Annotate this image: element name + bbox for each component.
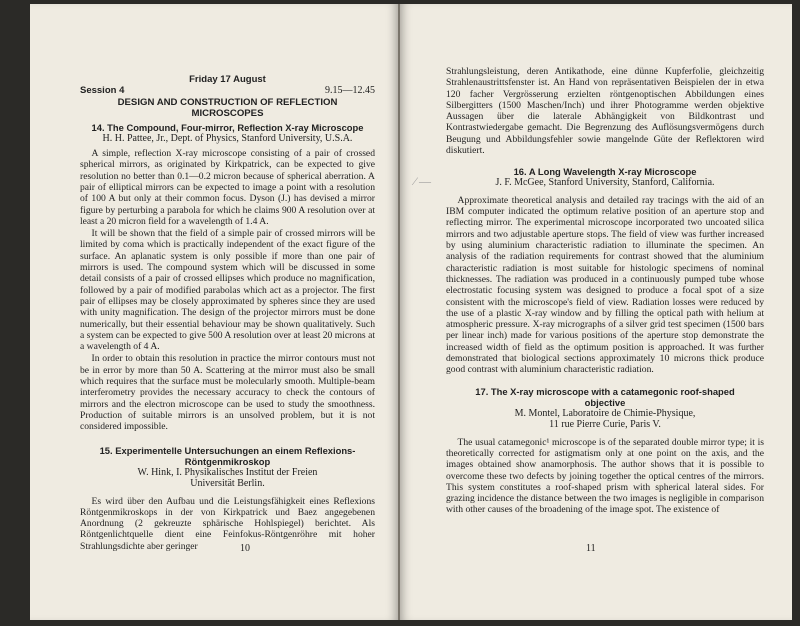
paper-15-author-line-1: W. Hink, I. Physikalisches Institut der Freien: [137, 466, 318, 478]
paper-16-paragraph-1: Approximate theoretical analysis and detailed ray tracings with the aid of an IBM computer indicated the optimum relative position of an aperture stop and reflecting mirror. The experimental microscope incorporated two uncoated silica mirrors and two adjustable aperture stops. The field of view was further increased by using aluminium characteristic radiation to illuminate the specimen. An analysis of the radiation requirements for contrast showed that the aluminium characteristic radiation is most suitable for histologic specimens of nominal thicknesses. The radiation was produced in a continuously pumped tube whose electrostatic focusing system was designed to produce a focal spot of a size consistent with the microscope's field of view. Radiation losses were reduced by the use of a plastic X-ray window and by filling the optical path with helium at atmospheric pressure. X-ray micrographs of a silver grid test specimen (1500 bars per linear inch) made for various positions of the aperture stop demonstrate the increased width of field as the optimum position is approached. It was further demonstrated that biological sections approximately 10 microns thick produce good contrast with aluminium characteristic radiation.: [446, 194, 764, 376]
session-date: Friday 17 August: [189, 74, 266, 85]
paper-17-paragraph-1: The usual catamegonic¹ microscope is of the separated double mirror type; it is theoretically corrected for astigmatism only at one point on the axis, and the images obtained show anamorphosis. The author shows that it is possible to overcome these two defects by joining together the optical centres of the mirrors. This system constitutes a roof-shaped prism with spherical lateral sides. For grazing incidence the distance between the two images is negligible in comparison with other causes of the broadening of the image spot. The existence of: [446, 436, 764, 516]
session-title: DESIGN AND CONSTRUCTION OF REFLECTION MICROSCOPES: [117, 96, 338, 119]
paper-17-author-line-1: M. Montel, Laboratoire de Chimie-Physique,: [514, 407, 696, 419]
paper-14-paragraph-3: In order to obtain this resolution in practice the mirror contours must not be in error by more than 50 A. Scattering at the mirror must also be small which requires that the surface must be molecularly smooth. Multiple-beam interferometry provides the necessary accuracy to check the contours of mirrors and the electron microscope can be used to study the smoothness. Production of suitable mirrors is an unsolved problem, but it is not considered impossible.: [80, 353, 375, 433]
paper-17-title: 17. The X-ray microscope with a catamegonic roof-shaped objective: [475, 385, 735, 408]
paper-14-author: H. H. Pattee, Jr., Dept. of Physics, Stanford University, U.S.A.: [102, 132, 353, 144]
paper-15-continuation: Strahlungsleistung, deren Antikathode, eine dünne Kupferfolie, gleichzeitig Strahlenaustrittsfenster ist. An Hand von repräsentativen Beispielen der in etwa 120 facher Vergrösserung erzielten röntgenoptischen Abbildungen eines Silbergitters (1500 Maschen/Inch) und ihrer Photogramme werden objektive Aussagen über die laterale Abhängigkeit von Bildkontrast und Kontrastwiedergabe gemacht. Die Begrenzung des Auflösungsvermögens durch Beugung und Abbildungsfehler sowie mangelnde Güte der Reflektoren wird diskutiert.: [446, 66, 764, 157]
session-label: Session 4: [80, 85, 125, 97]
left-page: [30, 4, 398, 620]
pencil-mark: ⁄ —: [414, 174, 432, 188]
paper-15-title: 15. Experimentelle Untersuchungen an einem Reflexions-Röntgenmikroskop: [99, 444, 356, 467]
session-time: 9.15—12.45: [325, 85, 375, 97]
paper-14-paragraph-2: It will be shown that the field of a simple pair of crossed mirrors will be limited by coma which is practically independent of the exact figure of the surface. An aplanatic system is only possible if more than one pair of mirrors is used. The compound system which will be discussed in some detail consists of a pair of crossed ellipses which produce no magnification, followed by a pair of modified parabolas which act as a projector. The first pair of ellipses may be closely approximated by spheres since they are used with unity magnification. The design of the projector mirrors must be done numerically, but their essential behaviour may be shown qualitatively. Such a system can be expected to give 500 A resolution over at least 20 microns at a wavelength of 4 A.: [80, 228, 375, 353]
paper-15-author-line-2: Universität Berlin.: [190, 478, 265, 490]
right-page: [400, 4, 792, 620]
paper-15-paragraph-1: Es wird über den Aufbau und die Leistungsfähigkeit eines Reflexions Röntgenmikroskops in der von Kirkpatrick und Baez angegebenen Anordnung (2 gekreuzte sphärische Hohlspiegel) berichtet. Als Röntgenlichtquelle dient eine Feinfokus-Röntgenröhre mit hoher Strahlungsdichte aber geringer: [80, 495, 375, 552]
paper-14-title: 14. The Compound, Four-mirror, Reflection X-ray Microscope: [91, 121, 364, 133]
session-row: [80, 85, 375, 96]
paper-17-author-line-2: 11 rue Pierre Curie, Paris V.: [549, 419, 661, 431]
paper-14-paragraph-1: A simple, reflection X-ray microscope consisting of a pair of crossed spherical mirrors, as originated by Kirkpatrick, can be expected to give resolution no better than 0.1—0.2 micron because of spherical aberration. A pair of elliptical mirrors can be expected to image a point with a resolution of 100 A but only at their common focus. Dyson (J.) has devised a mirror figure by perturbing a parabola for which he claims 900 A resolution over at least a 20 micron field for a wavelength of 1.4 A.: [80, 148, 375, 227]
right-column: [446, 66, 764, 516]
paper-16-author: J. F. McGee, Stanford University, Stanford, California.: [495, 177, 715, 189]
page-number-right: 11: [586, 543, 596, 554]
paper-16-title: 16. A Long Wavelength X-ray Microscope: [513, 166, 697, 178]
left-column: [80, 74, 375, 552]
page-number-left: 10: [240, 543, 250, 554]
